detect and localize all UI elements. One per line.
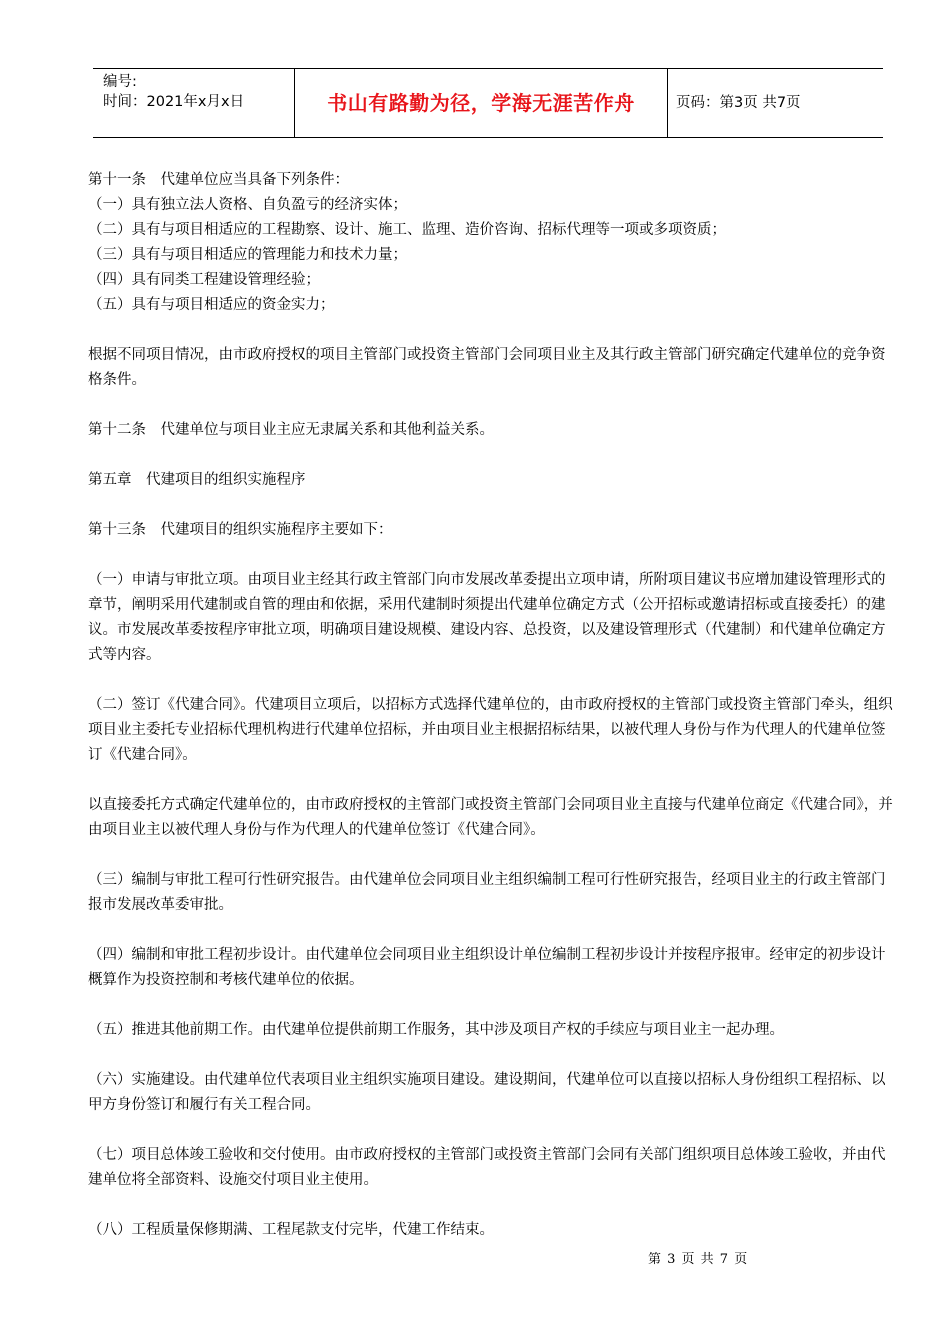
paragraph-spacer [88, 493, 893, 518]
paragraph: 第五章 代建项目的组织实施程序 [88, 472, 306, 488]
paragraph-spacer [88, 1043, 893, 1068]
paragraph: 以直接委托方式确定代建单位的，由市政府授权的主管部门或投资主管部门会同项目业主直接与代建单位商定《代建合同》，并由项目业主以被代理人身份与作为代理人的代建单位签订《代建合同》。 [88, 797, 893, 838]
paragraph-spacer [88, 543, 893, 568]
header-motto: 书山有路勤为径，学海无涯苦作舟 [327, 91, 635, 115]
paragraph: （五）具有与项目相适应的资金实力； [88, 297, 335, 313]
paragraph-spacer [88, 443, 893, 468]
paragraph: 根据不同项目情况，由市政府授权的项目主管部门或投资主管部门会同项目业主及其行政主管部门研究确定代建单位的竞争资格条件。 [88, 347, 886, 388]
paragraph: （五）推进其他前期工作。由代建单位提供前期工作服务，其中涉及项目产权的手续应与项目业主一起办理。 [88, 1022, 784, 1038]
header-meta [103, 72, 244, 112]
paragraph-spacer [88, 1118, 893, 1143]
paragraph-spacer [88, 843, 893, 868]
paragraph-spacer [88, 918, 893, 943]
paragraph: 第十二条 代建单位与项目业主应无隶属关系和其他利益关系。 [88, 422, 494, 438]
document-number-label: 编号: [103, 74, 137, 90]
paragraph-spacer [88, 393, 893, 418]
paragraph: （八）工程质量保修期满、工程尾款支付完毕，代建工作结束。 [88, 1222, 494, 1238]
paragraph: （二）签订《代建合同》。代建项目立项后，以招标方式选择代建单位的，由市政府授权的主管部门或投资主管部门牵头，组织项目业主委托专业招标代理机构进行代建单位招标，并由项目业主根据招标结果，以被代理人身份与作为代理人的代建单位签订《代建合同》。 [88, 697, 893, 763]
paragraph: （四）编制和审批工程初步设计。由代建单位会同项目业主组织设计单位编制工程初步设计并按程序报审。经审定的初步设计概算作为投资控制和考核代建单位的依据。 [88, 947, 886, 988]
paragraph-spacer [88, 318, 893, 343]
header-page-code: 页码：第3页 共7页 [676, 95, 801, 111]
paragraph-spacer [88, 768, 893, 793]
paragraph-spacer [88, 993, 893, 1018]
paragraph: 第十一条 代建单位应当具备下列条件： [88, 172, 349, 188]
document-body [88, 168, 893, 1243]
paragraph: 第十三条 代建项目的组织实施程序主要如下： [88, 522, 393, 538]
paragraph-spacer [88, 1193, 893, 1218]
paragraph: （一）申请与审批立项。由项目业主经其行政主管部门向市发展改革委提出立项申请，所附项目建议书应增加建设管理形式的章节，阐明采用代建制或自管的理由和依据，采用代建制时须提出代建单位确定方式（公开招标或邀请招标或直接委托）的建议。市发展改革委按程序审批立项，明确项目建设规模、建设内容、总投资，以及建设管理形式（代建制）和代建单位确定方式等内容。 [88, 572, 886, 663]
paragraph: （一）具有独立法人资格、自负盈亏的经济实体； [88, 197, 407, 213]
paragraph-spacer [88, 668, 893, 693]
header-divider-right [667, 69, 668, 137]
page-header [93, 68, 883, 138]
paragraph: （二）具有与项目相适应的工程勘察、设计、施工、监理、造价咨询、招标代理等一项或多项资质； [88, 222, 726, 238]
paragraph: （六）实施建设。由代建单位代表项目业主组织实施项目建设。建设期间，代建单位可以直接以招标人身份组织工程招标、以甲方身份签订和履行有关工程合同。 [88, 1072, 886, 1113]
paragraph: （七）项目总体竣工验收和交付使用。由市政府授权的主管部门或投资主管部门会同有关部门组织项目总体竣工验收，并由代建单位将全部资料、设施交付项目业主使用。 [88, 1147, 886, 1188]
paragraph: （三）编制与审批工程可行性研究报告。由代建单位会同项目业主组织编制工程可行性研究报告，经项目业主的行政主管部门报市发展改革委审批。 [88, 872, 886, 913]
paragraph: （三）具有与项目相适应的管理能力和技术力量； [88, 247, 407, 263]
page-footer: 第 3 页 共 7 页 [648, 1252, 749, 1267]
paragraph: （四）具有同类工程建设管理经验； [88, 272, 320, 288]
document-time-label: 时间：2021年x月x日 [103, 94, 245, 110]
